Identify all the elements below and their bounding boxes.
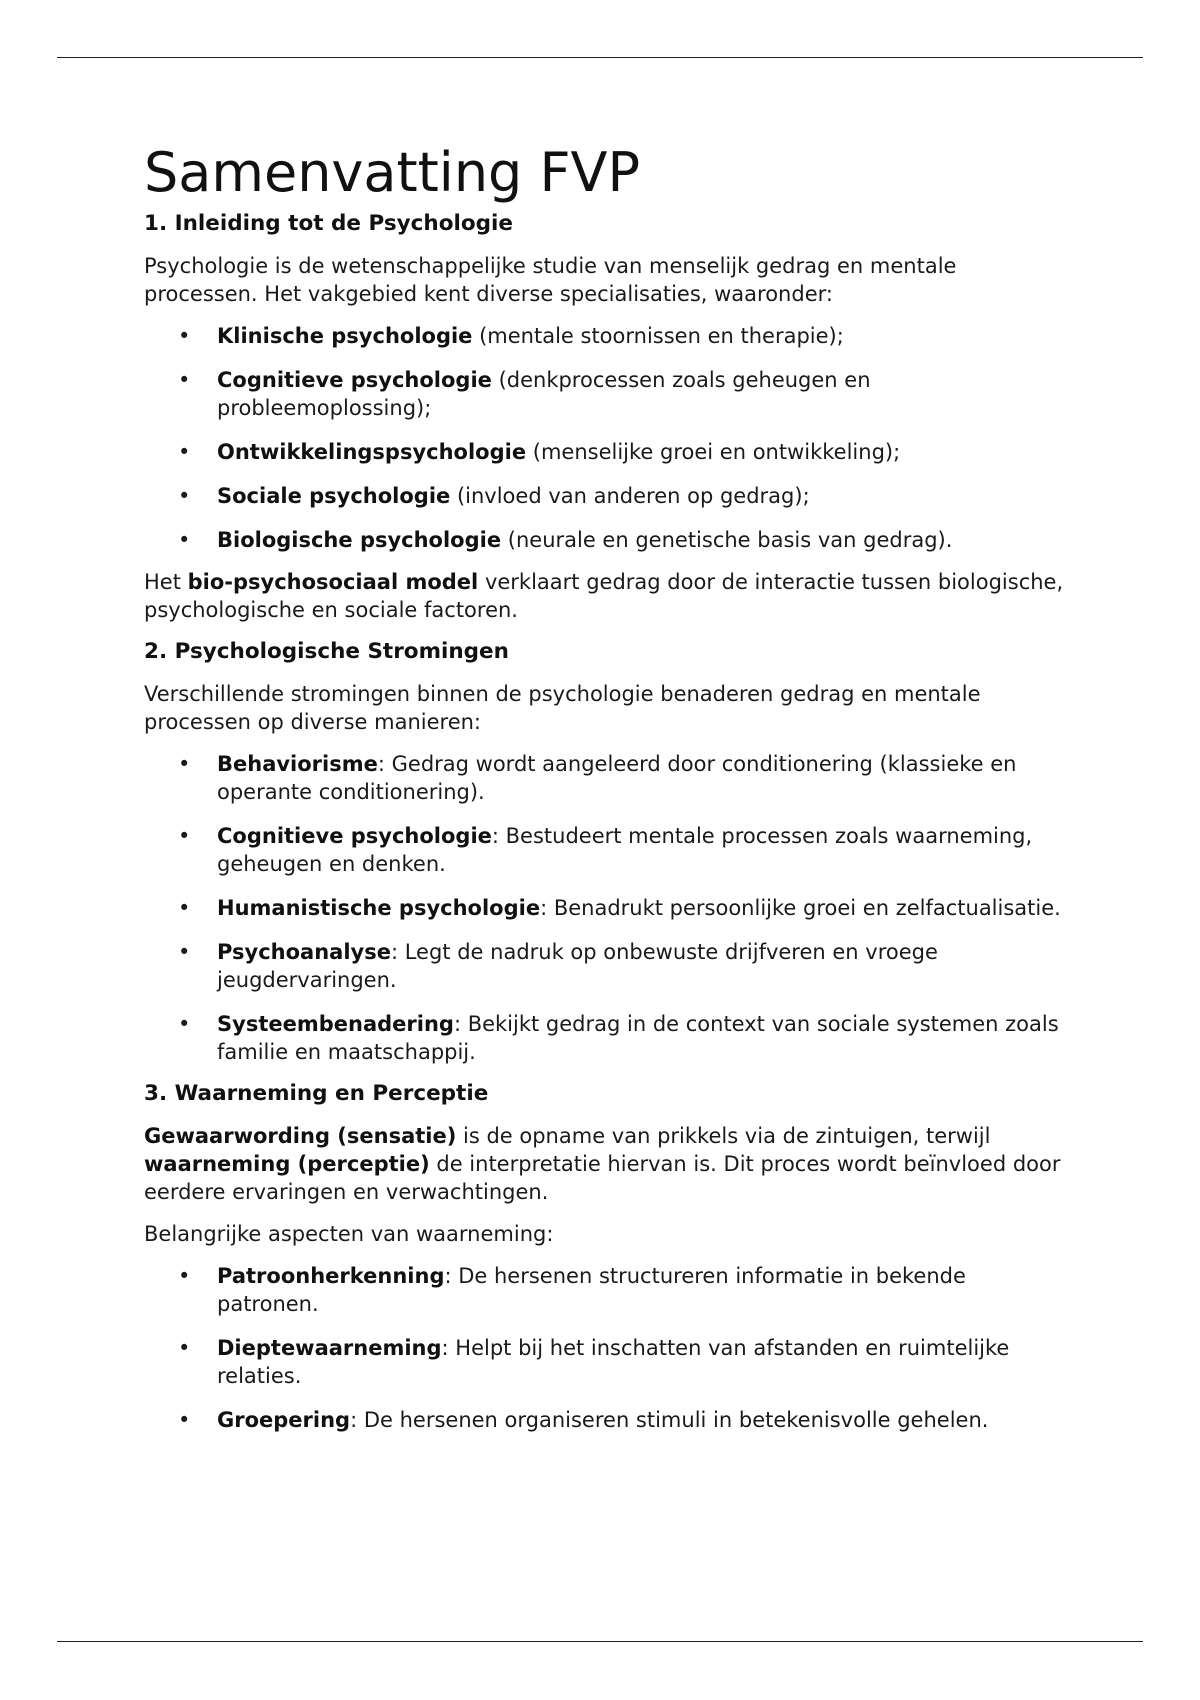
section-intro: Psychologie is de wetenschappelijke studie van menselijk gedrag en mentale processen. Het vakgebied kent diverse specialisaties, waaronder: <box>144 254 957 306</box>
list-item-desc: : Helpt bij het inschatten van afstanden en ruimtelijke relaties. <box>217 1336 1010 1388</box>
list-item-term: Ontwikkelingspsychologie <box>217 440 527 464</box>
bullet-icon: • <box>178 528 191 552</box>
list-item-term: Sociale psychologie <box>217 484 451 508</box>
list-item-term: Biologische psychologie <box>217 528 502 552</box>
list-item-desc: : Bestudeert mentale processen zoals waarneming, geheugen en denken. <box>217 824 1033 876</box>
list-item-term: Cognitieve psychologie <box>217 368 492 392</box>
paragraph-text: is de opname van prikkels via de zintuigen, terwijl <box>456 1124 991 1148</box>
section-outro <box>144 568 1064 624</box>
list-item-desc: : Bekijkt gedrag in de context van sociale systemen zoals familie en maatschappij. <box>217 1012 1059 1064</box>
outro-text: Het <box>144 570 188 594</box>
bullet-icon: • <box>178 440 191 464</box>
list-item-desc: : Benadrukt persoonlijke groei en zelfactualisatie. <box>540 896 1061 920</box>
list-item <box>144 482 1064 510</box>
list-item <box>144 1334 1064 1390</box>
bullet-icon: • <box>178 368 191 392</box>
list-item-term: Patroonherkenning <box>217 1264 445 1288</box>
list-item-term: Systeembenadering <box>217 1012 454 1036</box>
list-item <box>144 894 1064 922</box>
bullet-icon: • <box>178 484 191 508</box>
list-item-term: Groepering <box>217 1408 351 1432</box>
section-intro: Verschillende stromingen binnen de psychologie benaderen gedrag en mentale processen op diverse manieren: <box>144 682 981 734</box>
list-item <box>144 1406 1064 1434</box>
list-item-desc: : Legt de nadruk op onbewuste drijfveren en vroege jeugdervaringen. <box>217 940 938 992</box>
list-item <box>144 822 1064 878</box>
list-item-term: Humanistische psychologie <box>217 896 541 920</box>
document-body <box>144 138 1064 1448</box>
bullet-icon: • <box>178 324 191 348</box>
bullet-icon: • <box>178 752 191 776</box>
bullet-list <box>144 322 1064 554</box>
list-item <box>144 1010 1064 1066</box>
paragraph-text: de interpretatie hiervan is. Dit proces wordt beïnvloed door eerdere ervaringen en verwachtingen. <box>144 1152 1061 1204</box>
list-item-term: Cognitieve psychologie <box>217 824 492 848</box>
section-intro: Belangrijke aspecten van waarneming: <box>144 1222 554 1246</box>
bullet-list <box>144 750 1064 1066</box>
list-item <box>144 438 1064 466</box>
list-item <box>144 750 1064 806</box>
list-item <box>144 366 1064 422</box>
list-item-desc: (menselijke groei en ontwikkeling); <box>526 440 901 464</box>
list-item-desc: (denkprocessen zoals geheugen en probleemoplossing); <box>217 368 871 420</box>
list-item-desc: : De hersenen organiseren stimuli in betekenisvolle gehelen. <box>350 1408 989 1432</box>
list-item <box>144 322 1064 350</box>
bottom-rule <box>57 1641 1143 1642</box>
top-rule <box>57 57 1143 58</box>
bullet-icon: • <box>178 896 191 920</box>
outro-text: verklaart gedrag door de interactie tussen biologische, psychologische en sociale factoren. <box>144 570 1064 622</box>
section-heading: 1. Inleiding tot de Psychologie <box>144 211 513 236</box>
bullet-icon: • <box>178 940 191 964</box>
list-item-desc: (mentale stoornissen en therapie); <box>472 324 844 348</box>
list-item-term: Behaviorisme <box>217 752 378 776</box>
section-paragraph <box>144 1122 1064 1206</box>
list-item-term: Psychoanalyse <box>217 940 391 964</box>
list-item-term: Dieptewaarneming <box>217 1336 442 1360</box>
list-item <box>144 526 1064 554</box>
bullet-icon: • <box>178 1264 191 1288</box>
list-item-term: Klinische psychologie <box>217 324 473 348</box>
page-title: Samenvatting FVP <box>144 141 641 204</box>
bullet-icon: • <box>178 1336 191 1360</box>
bold-term: waarneming (perceptie) <box>144 1152 430 1176</box>
list-item <box>144 938 1064 994</box>
section-heading: 2. Psychologische Stromingen <box>144 639 509 664</box>
list-item-desc: (invloed van anderen op gedrag); <box>450 484 810 508</box>
list-item <box>144 1262 1064 1318</box>
outro-bold-term: bio-psychosociaal model <box>187 570 479 594</box>
section-heading: 3. Waarneming en Perceptie <box>144 1081 489 1106</box>
list-item-desc: : Gedrag wordt aangeleerd door conditionering (klassieke en operante conditionering). <box>217 752 1017 804</box>
bullet-icon: • <box>178 1012 191 1036</box>
bullet-icon: • <box>178 1408 191 1432</box>
list-item-desc: : De hersenen structureren informatie in bekende patronen. <box>217 1264 966 1316</box>
list-item-desc: (neurale en genetische basis van gedrag). <box>501 528 953 552</box>
bullet-icon: • <box>178 824 191 848</box>
bullet-list <box>144 1262 1064 1434</box>
bold-term: Gewaarwording (sensatie) <box>144 1124 457 1148</box>
